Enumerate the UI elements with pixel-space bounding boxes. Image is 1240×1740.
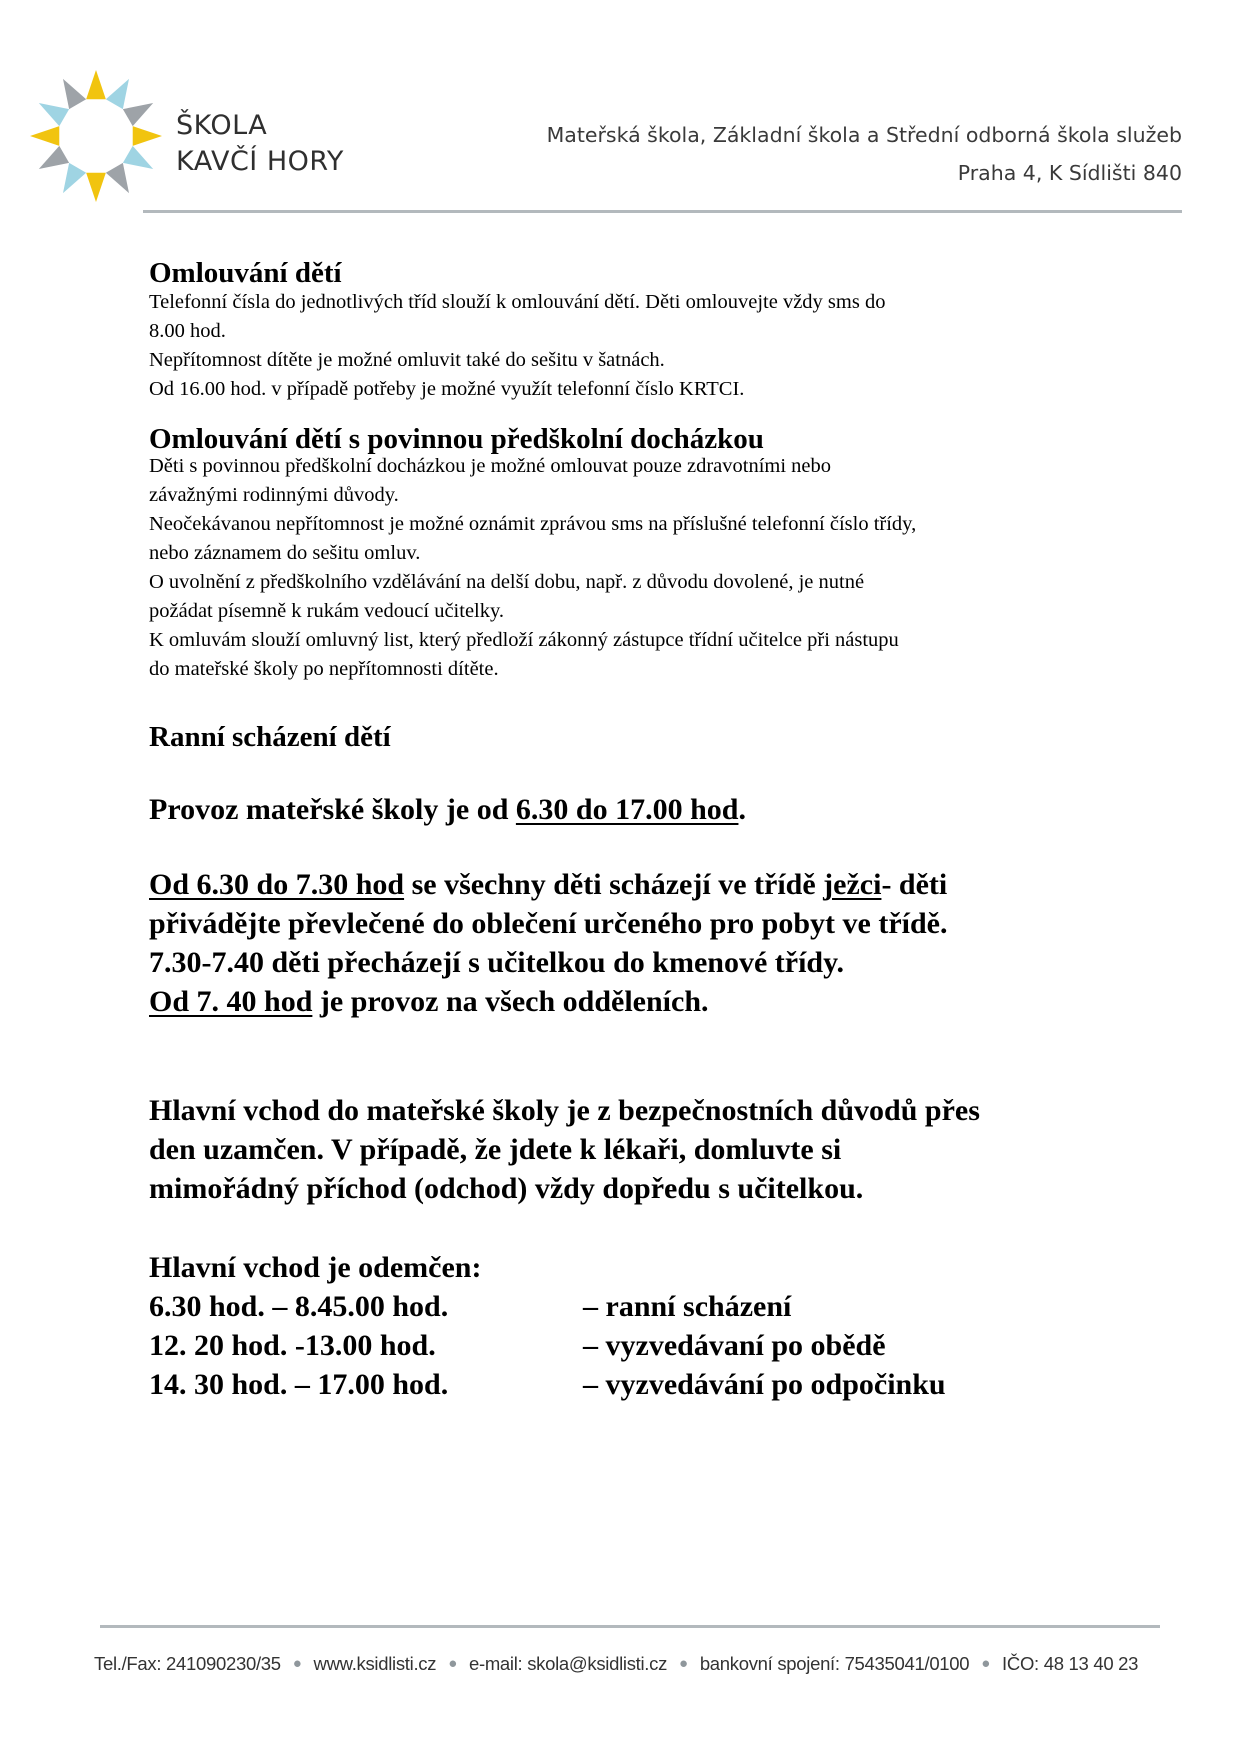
time-range: Od 6.30 do 7.30 hod — [149, 868, 405, 901]
footer-contact — [94, 1653, 1138, 1675]
text-segment: - děti — [881, 868, 948, 901]
text-line — [149, 865, 1109, 904]
schedule-note: – vyzvedávaní po obědě — [583, 1329, 886, 1362]
schedule-time: 6.30 hod. – 8.45.00 hod. — [149, 1290, 449, 1323]
class-name: ježci — [823, 868, 882, 901]
operating-hours — [149, 790, 1109, 829]
logo-ray — [86, 173, 106, 202]
document-body — [149, 256, 1109, 1404]
logo-ray — [133, 126, 162, 146]
footer-divider — [100, 1625, 1160, 1628]
section-title: Omlouvání dětí — [149, 257, 342, 289]
logo-ray — [106, 79, 129, 109]
text-line: Děti s povinnou předškolní docházkou je možné omlouvat pouze zdravotními nebo — [149, 455, 832, 477]
text-line — [149, 982, 1109, 1021]
logo-ray — [39, 103, 69, 126]
section-title: Ranní scházení dětí — [149, 721, 391, 753]
text-line: O uvolnění z předškolního vzdělávání na delší dobu, např. z důvodu dovolené, je nutné — [149, 571, 865, 593]
text-line: 8.00 hod. — [149, 320, 226, 342]
text-segment: je provoz na všech odděleních. — [312, 985, 709, 1018]
schedule-row — [149, 1287, 1109, 1326]
morning-gathering-paragraph — [149, 865, 1109, 1021]
footer-email: e-mail: skola@ksidlisti.cz — [468, 1653, 668, 1674]
schedule-title: Hlavní vchod je odemčen: — [149, 1251, 482, 1284]
school-info — [547, 116, 1182, 192]
text-segment: se všechny děti scházejí ve třídě — [404, 868, 824, 901]
logo-ray — [86, 70, 106, 99]
text-line: nebo záznamem do sešitu omluv. — [149, 542, 421, 564]
footer-bank: bankovní spojení: 75435041/0100 — [699, 1653, 970, 1674]
logo-ray — [63, 163, 86, 193]
operating-hours-text: Provoz mateřské školy je od — [149, 793, 516, 826]
logo-ray — [39, 146, 69, 169]
header-divider — [143, 210, 1182, 213]
operating-hours-end: . — [738, 793, 746, 826]
text-line: Telefonní čísla do jednotlivých tříd slouží k omlouvání dětí. Děti omlouvejte vždy sms do — [149, 291, 886, 313]
text-line: Hlavní vchod do mateřské školy je z bezpečnostních důvodů přes — [149, 1094, 980, 1127]
text-line: Neočekávanou nepřítomnost je možné oznámit zprávou sms na příslušné telefonní číslo třídy, — [149, 513, 917, 535]
logo-wordmark — [176, 108, 344, 180]
entrance-paragraph — [149, 1091, 1109, 1208]
logo-ray — [123, 103, 153, 126]
schedule-time: 12. 20 hod. -13.00 hod. — [149, 1329, 436, 1362]
text-line: požádat písemně k rukám vedoucí učitelky. — [149, 600, 505, 622]
logo-line2: KAVČÍ HORY — [176, 146, 344, 177]
operating-hours-range: 6.30 do 17.00 hod — [515, 793, 739, 826]
schedule-note: – ranní scházení — [583, 1290, 792, 1323]
separator-dot: ● — [679, 1655, 688, 1672]
separator-dot: ● — [292, 1655, 302, 1672]
footer-website: www.ksidlisti.cz — [313, 1653, 437, 1674]
school-address: Praha 4, K Sídlišti 840 — [957, 161, 1182, 185]
text-line: přivádějte převlečené do oblečení určeného pro pobyt ve třídě. — [149, 907, 948, 940]
separator-dot: ● — [981, 1655, 991, 1672]
footer-phone: Tel./Fax: 241090230/35 — [94, 1653, 281, 1674]
text-line: den uzamčen. V případě, že jdete k lékaři, domluvte si — [149, 1133, 842, 1166]
text-line: mimořádný příchod (odchod) vždy dopředu s učitelkou. — [149, 1172, 864, 1205]
entrance-schedule — [149, 1248, 1109, 1404]
section-excuses — [149, 256, 1109, 404]
schedule-row — [149, 1326, 1109, 1365]
logo-ray — [63, 79, 86, 109]
footer-ico: IČO: 48 13 40 23 — [1002, 1653, 1139, 1674]
logo-ray — [106, 163, 129, 193]
logo-line1: ŠKOLA — [176, 110, 268, 141]
logo-ray — [30, 126, 59, 146]
school-name: Mateřská škola, Základní škola a Střední odborná škola služeb — [546, 123, 1182, 147]
text-line: K omluvám slouží omluvný list, který předloží zákonný zástupce třídní učitelce při nástupu — [149, 629, 899, 651]
text-line: Od 16.00 hod. v případě potřeby je možné využít telefonní číslo KRTCI. — [149, 378, 745, 400]
section-title: Omlouvání dětí s povinnou předškolní docházkou — [149, 423, 764, 455]
time-range: Od 7. 40 hod — [149, 985, 313, 1018]
schedule-row — [149, 1365, 1109, 1404]
text-line: Nepřítomnost dítěte je možné omluvit také do sešitu v šatnách. — [149, 349, 665, 371]
separator-dot: ● — [448, 1655, 457, 1672]
section-preschool-excuses — [149, 422, 1109, 684]
text-line: závažnými rodinnými důvody. — [149, 484, 399, 506]
schedule-note: – vyzvedávání po odpočinku — [583, 1368, 946, 1401]
logo-ray — [123, 146, 153, 169]
schedule-time: 14. 30 hod. – 17.00 hod. — [149, 1368, 449, 1401]
text-line: do mateřské školy po nepřítomnosti dítěte. — [149, 658, 499, 680]
text-line: 7.30-7.40 děti přecházejí s učitelkou do kmenové třídy. — [149, 946, 844, 979]
school-logo — [28, 68, 164, 204]
